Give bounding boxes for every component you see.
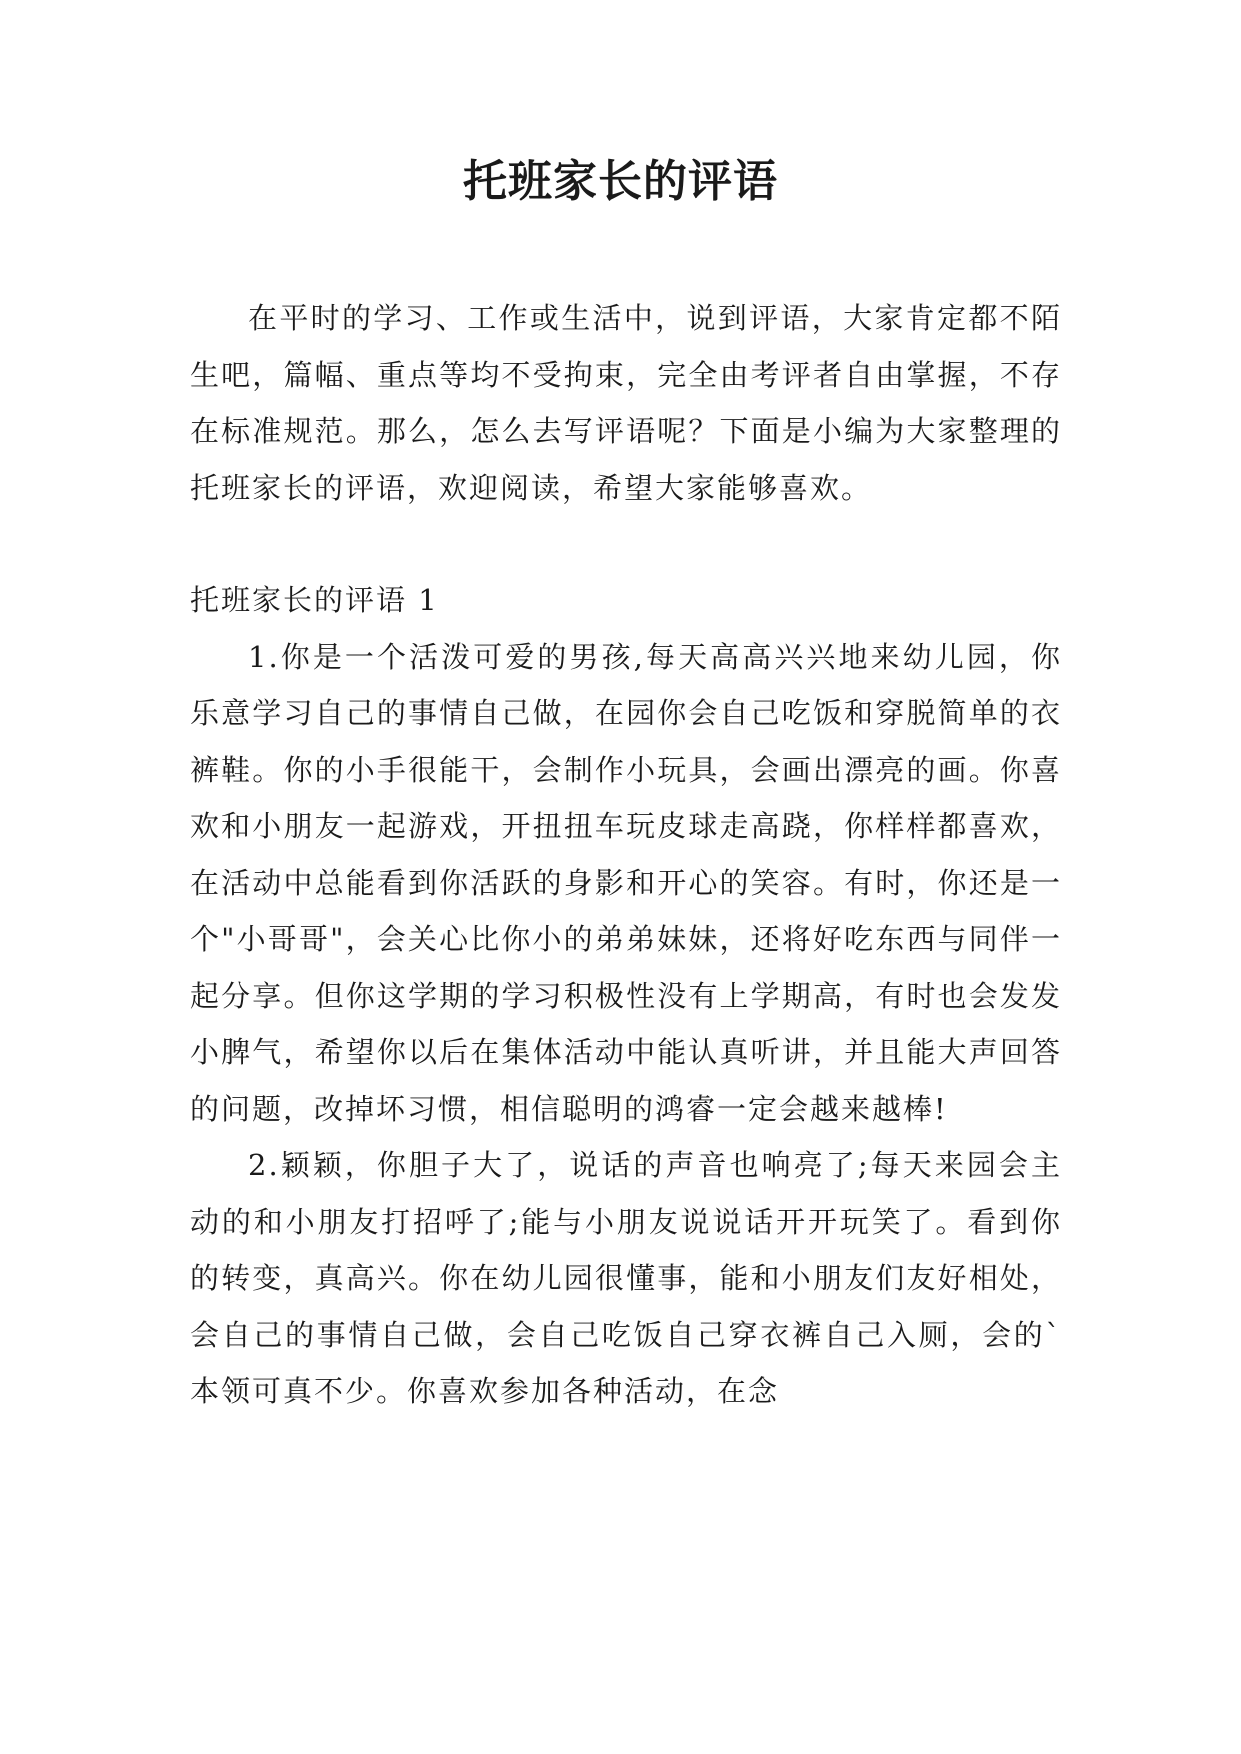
document-title: 托班家长的评语 — [463, 156, 778, 207]
comment-paragraph-1: 1.你是一个活泼可爱的男孩,每天高高兴兴地来幼儿园，你乐意学习自己的事情自己做，在园你会自己吃饭和穿脱简单的衣裤鞋。你的小手很能干，会制作小玩具，会画出漂亮的画。你喜欢和小朋友一起游戏，开扭扭车玩皮球走高跷，你样样都喜欢，在活动中总能看到你活跃的身影和开心的笑容。有时，你还是一个"小哥哥"，会关心比你小的弟弟妹妹，还将好吃东西与同伴一起分享。但你这学期的学习积极性没有上学期高，有时也会发发小脾气，希望你以后在集体活动中能认真听讲，并且能大声回答的问题，改掉坏习惯，相信聪明的鸿睿一定会越来越棒! — [190, 639, 1062, 1126]
section-heading: 托班家长的评语 1 — [190, 583, 439, 617]
comment-paragraph-2: 2.颖颖，你胆子大了，说话的声音也响亮了;每天来园会主动的和小朋友打招呼了;能与小朋友说说话开开玩笑了。看到你的转变，真高兴。你在幼儿园很懂事，能和小朋友们友好相处，会自己的事情自己做，会自己吃饭自己穿衣裤自己入厕，会的`本领可真不少。你喜欢参加各种活动，在念 — [190, 1148, 1062, 1408]
document-body — [190, 290, 1062, 1420]
intro-paragraph: 在平时的学习、工作或生活中，说到评语，大家肯定都不陌生吧，篇幅、重点等均不受拘束，完全由考评者自由掌握，不存在标准规范。那么，怎么去写评语呢？下面是小编为大家整理的托班家长的评语，欢迎阅读，希望大家能够喜欢。 — [190, 301, 1062, 505]
